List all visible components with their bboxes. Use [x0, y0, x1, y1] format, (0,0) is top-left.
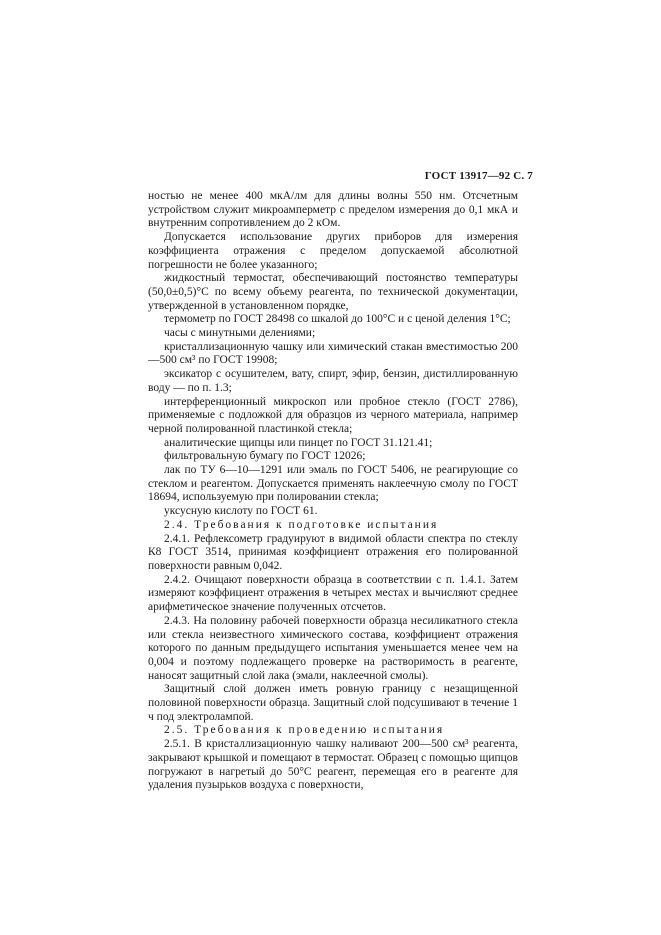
- list-item: часы с минутными делениями;: [164, 327, 316, 340]
- list-item: лак по ТУ 6—10—1291 или эмаль по ГОСТ 5406, не реагирующие со стеклом и реагентом. Допускается применять наклеечную смолу по ГОСТ 18694, используемую при полировании стекла;: [148, 464, 518, 504]
- list-item: уксусную кислоту по ГОСТ 61.: [164, 505, 318, 518]
- paragraph: ностью не менее 400 мкА/лм для длины волны 550 нм. Отсчетным устройством служит микроамперметр с пределом измерения до 0,1 мкА и внутренним сопротивлением до 2 кОм.: [148, 190, 518, 230]
- paragraph: Защитный слой должен иметь ровную границу с незащищенной половиной поверхности образца. Защитный слой подсушивают в течение 1 ч под электролампой.: [148, 683, 518, 723]
- paragraph: 2.4.1. Рефлексометр градуируют в видимой области спектра по стеклу К8 ГОСТ 3514, принимая коэффициент отражения его полированной поверхности равным 0,042.: [148, 532, 518, 572]
- paragraph: Допускается использование других приборов для измерения коэффициента отражения с пределом допускаемой абсолютной погрешности не более указанного;: [148, 231, 518, 271]
- section-heading: 2.5. Требования к проведению испытания: [164, 724, 445, 737]
- running-header: ГОСТ 13917—92 С. 7: [424, 170, 533, 182]
- paragraph: 2.4.2. Очищают поверхности образца в соответствии с п. 1.4.1. Затем измеряют коэффициент отражения в четырех местах и вычисляют среднее арифметическое значение полученных отсчетов.: [148, 573, 518, 614]
- list-item: эксикатор с осушителем, вату, спирт, эфир, бензин, дистиллированную воду — по п. 1.3;: [148, 368, 518, 394]
- paragraph: 2.5.1. В кристаллизационную чашку наливают 200—500 см³ реагента, закрывают крышкой и помещают в термостат. Образец с помощью щипцов погружают в нагретый до 50°С реагент, перемещая его в реагенте для удаления пузырьков воздуха с поверхности,: [148, 738, 518, 792]
- section-heading: 2.4. Требования к подготовке испытания: [164, 518, 439, 531]
- list-item: фильтровальную бумагу по ГОСТ 12026;: [164, 450, 366, 463]
- paragraph: 2.4.3. На половину рабочей поверхности образца несиликатного стекла или стекла неизвестного химического состава, коэффициент отражения которого по данным предыдущего испытания уменьшается менее чем на 0,004 и поэтому подлежащего проверке на растворимость в реагенте, наносят защитный слой лака (эмали, наклеечной смолы).: [148, 614, 518, 682]
- document-body: [148, 190, 518, 793]
- list-item: кристаллизационную чашку или химический стакан вместимостью 200—500 см³ по ГОСТ 19908;: [148, 340, 518, 367]
- list-item: жидкостный термостат, обеспечивающий постоянство температуры (50,0±0,5)°С по всему объему реагента, по технической документации, утвержденной в установленном порядке,: [148, 272, 518, 312]
- list-item: интерференционный микроскоп или пробное стекло (ГОСТ 2786), применяемые с подложкой для образцов из черного материала, например черной полированной пластинкой стекла;: [148, 395, 518, 435]
- list-item: аналитические щипцы или пинцет по ГОСТ 31.121.41;: [164, 436, 433, 449]
- list-item: термометр по ГОСТ 28498 со шкалой до 100°С и с ценой деления 1°С;: [164, 313, 511, 326]
